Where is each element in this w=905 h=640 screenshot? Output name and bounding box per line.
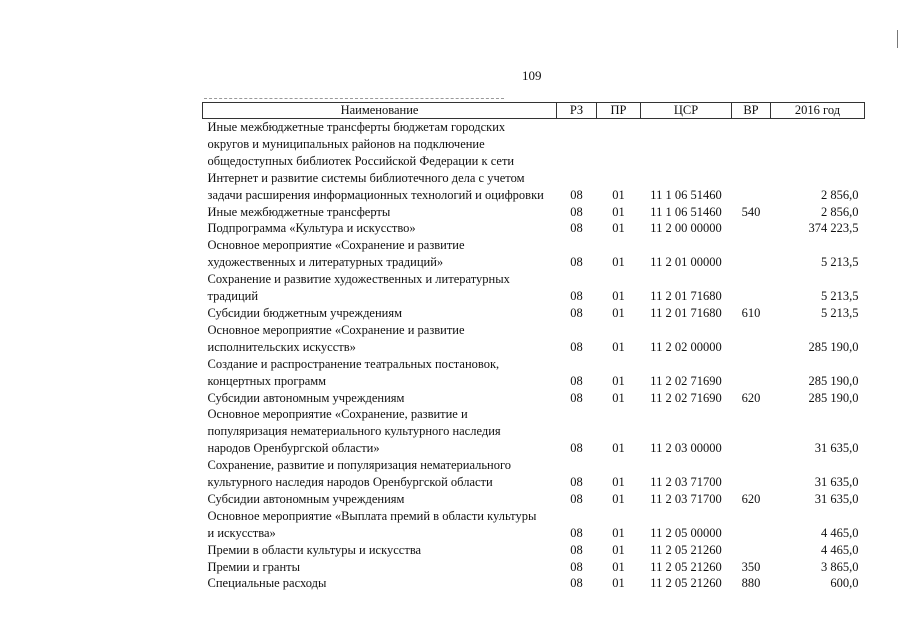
row-name-cell: Премии в области культуры и искусства [207, 542, 422, 557]
row-vr-cell [732, 237, 771, 271]
table-row [203, 305, 865, 322]
table-row [203, 356, 865, 390]
row-vr-cell [732, 119, 771, 204]
row-pr-cell: 01 [612, 525, 625, 540]
row-name-cell: Субсидии автономным учреждениям [207, 491, 405, 506]
row-pr-cell: 01 [612, 187, 625, 202]
table-row [203, 220, 865, 237]
row-name-cell: Основное мероприятие «Сохранение и развитие художественных и литературных традиций» [207, 238, 465, 270]
row-vr-cell [732, 508, 771, 542]
row-csr-cell: 11 2 05 21260 [650, 542, 722, 557]
table-header-row [203, 103, 865, 119]
row-sum-cell: 5 213,5 [821, 305, 859, 320]
row-sum-cell: 2 856,0 [821, 204, 859, 219]
row-rz-cell: 08 [570, 390, 583, 405]
header-sum: 2016 год [771, 103, 865, 119]
row-csr-cell: 11 2 01 71680 [650, 305, 722, 320]
table-row [203, 119, 865, 204]
row-name-cell: Специальные расходы [207, 576, 327, 591]
row-sum-cell: 31 635,0 [814, 491, 859, 506]
row-rz-cell: 08 [570, 204, 583, 219]
row-vr-cell: 540 [741, 204, 761, 219]
row-name-cell: Основное мероприятие «Выплата премий в области культуры и искусства» [207, 508, 537, 540]
row-vr-cell: 880 [741, 576, 761, 591]
row-sum-cell: 31 635,0 [814, 441, 859, 456]
table-row [203, 457, 865, 491]
row-name-cell: Создание и распространение театральных постановок, концертных программ [207, 356, 500, 388]
row-csr-cell: 11 2 05 00000 [650, 525, 722, 540]
row-rz-cell: 08 [570, 187, 583, 202]
row-pr-cell: 01 [612, 542, 625, 557]
row-sum-cell: 2 856,0 [821, 187, 859, 202]
row-rz-cell: 08 [570, 525, 583, 540]
row-csr-cell: 11 2 02 71690 [650, 373, 722, 388]
row-name-cell: Подпрограмма «Культура и искусство» [207, 221, 416, 236]
row-csr-cell: 11 2 03 71700 [650, 475, 722, 490]
row-csr-cell: 11 2 01 71680 [650, 289, 722, 304]
table-header [203, 103, 865, 119]
row-rz-cell: 08 [570, 373, 583, 388]
row-rz-cell: 08 [570, 542, 583, 557]
row-pr-cell: 01 [612, 373, 625, 388]
row-csr-cell: 11 2 00 00000 [650, 221, 722, 236]
row-rz-cell: 08 [570, 475, 583, 490]
row-pr-cell: 01 [612, 441, 625, 456]
row-csr-cell: 11 2 03 00000 [650, 441, 722, 456]
header-top-rule [204, 98, 504, 99]
table-row [203, 542, 865, 559]
row-rz-cell: 08 [570, 576, 583, 591]
row-pr-cell: 01 [612, 390, 625, 405]
row-sum-cell: 285 190,0 [808, 339, 859, 354]
row-sum-cell: 600,0 [830, 576, 859, 591]
row-rz-cell: 08 [570, 441, 583, 456]
row-sum-cell: 4 465,0 [821, 525, 859, 540]
header-rz: РЗ [557, 103, 597, 119]
row-pr-cell: 01 [612, 576, 625, 591]
table-row [203, 575, 865, 592]
header-name: Наименование [203, 103, 557, 119]
row-vr-cell [732, 457, 771, 491]
row-rz-cell: 08 [570, 305, 583, 320]
row-sum-cell: 285 190,0 [808, 373, 859, 388]
page-number: 109 [522, 68, 542, 83]
row-vr-cell [732, 406, 771, 457]
budget-table [202, 102, 865, 592]
table-row [203, 390, 865, 407]
row-name-cell: Иные межбюджетные трансферты [207, 204, 391, 219]
row-pr-cell: 01 [612, 204, 625, 219]
row-vr-cell [732, 356, 771, 390]
table-row [203, 406, 865, 457]
row-pr-cell: 01 [612, 559, 625, 574]
row-vr-cell [732, 322, 771, 356]
row-sum-cell: 4 465,0 [821, 542, 859, 557]
row-vr-cell: 610 [741, 305, 761, 320]
row-rz-cell: 08 [570, 339, 583, 354]
row-sum-cell: 374 223,5 [808, 221, 859, 236]
row-rz-cell: 08 [570, 255, 583, 270]
budget-table-container [202, 102, 864, 592]
row-rz-cell: 08 [570, 289, 583, 304]
row-name-cell: Премии и гранты [207, 559, 301, 574]
row-vr-cell [732, 271, 771, 305]
row-sum-cell: 31 635,0 [814, 475, 859, 490]
row-pr-cell: 01 [612, 305, 625, 320]
row-pr-cell: 01 [612, 221, 625, 236]
header-csr: ЦСР [641, 103, 732, 119]
table-row [203, 322, 865, 356]
row-csr-cell: 11 2 03 71700 [650, 491, 722, 506]
header-vr: ВР [732, 103, 771, 119]
row-pr-cell: 01 [612, 255, 625, 270]
row-csr-cell: 11 2 02 71690 [650, 390, 722, 405]
row-csr-cell: 11 2 01 00000 [650, 255, 722, 270]
row-vr-cell: 620 [741, 491, 761, 506]
table-row [203, 491, 865, 508]
row-name-cell: Основное мероприятие «Сохранение, развитие и популяризация нематериального культурного наследия народов Оренбургской области» [207, 407, 501, 456]
table-row [203, 559, 865, 576]
row-csr-cell: 11 1 06 51460 [650, 204, 722, 219]
table-row [203, 508, 865, 542]
row-name-cell: Субсидии автономным учреждениям [207, 390, 405, 405]
row-pr-cell: 01 [612, 289, 625, 304]
row-vr-cell [732, 542, 771, 559]
table-row [203, 271, 865, 305]
row-pr-cell: 01 [612, 339, 625, 354]
table-row [203, 237, 865, 271]
row-pr-cell: 01 [612, 475, 625, 490]
row-sum-cell: 3 865,0 [821, 559, 859, 574]
row-vr-cell: 620 [741, 390, 761, 405]
row-name-cell: Иные межбюджетные трансферты бюджетам городских округов и муниципальных районов на подключение общедоступных библиотек Российской Федерации к сети Интернет и развитие системы библиотечного дела с учетом задачи расширения информационных технологий и оцифровки [207, 120, 544, 202]
table-row [203, 204, 865, 221]
row-vr-cell [732, 220, 771, 237]
table-body [203, 119, 865, 593]
row-sum-cell: 5 213,5 [821, 289, 859, 304]
row-name-cell: Сохранение, развитие и популяризация нематериального культурного наследия народов Оренбургской области [207, 458, 512, 490]
row-csr-cell: 11 2 05 21260 [650, 559, 722, 574]
row-name-cell: Сохранение и развитие художественных и литературных традиций [207, 272, 510, 304]
row-pr-cell: 01 [612, 491, 625, 506]
row-name-cell: Субсидии бюджетным учреждениям [207, 305, 403, 320]
row-csr-cell: 11 1 06 51460 [650, 187, 722, 202]
row-rz-cell: 08 [570, 559, 583, 574]
row-sum-cell: 5 213,5 [821, 255, 859, 270]
row-name-cell: Основное мероприятие «Сохранение и развитие исполнительских искусств» [207, 322, 465, 354]
row-sum-cell: 285 190,0 [808, 390, 859, 405]
row-csr-cell: 11 2 05 21260 [650, 576, 722, 591]
header-pr: ПР [597, 103, 641, 119]
row-rz-cell: 08 [570, 491, 583, 506]
row-rz-cell: 08 [570, 221, 583, 236]
scan-edge-mark [897, 30, 898, 48]
row-vr-cell: 350 [741, 559, 761, 574]
row-csr-cell: 11 2 02 00000 [650, 339, 722, 354]
